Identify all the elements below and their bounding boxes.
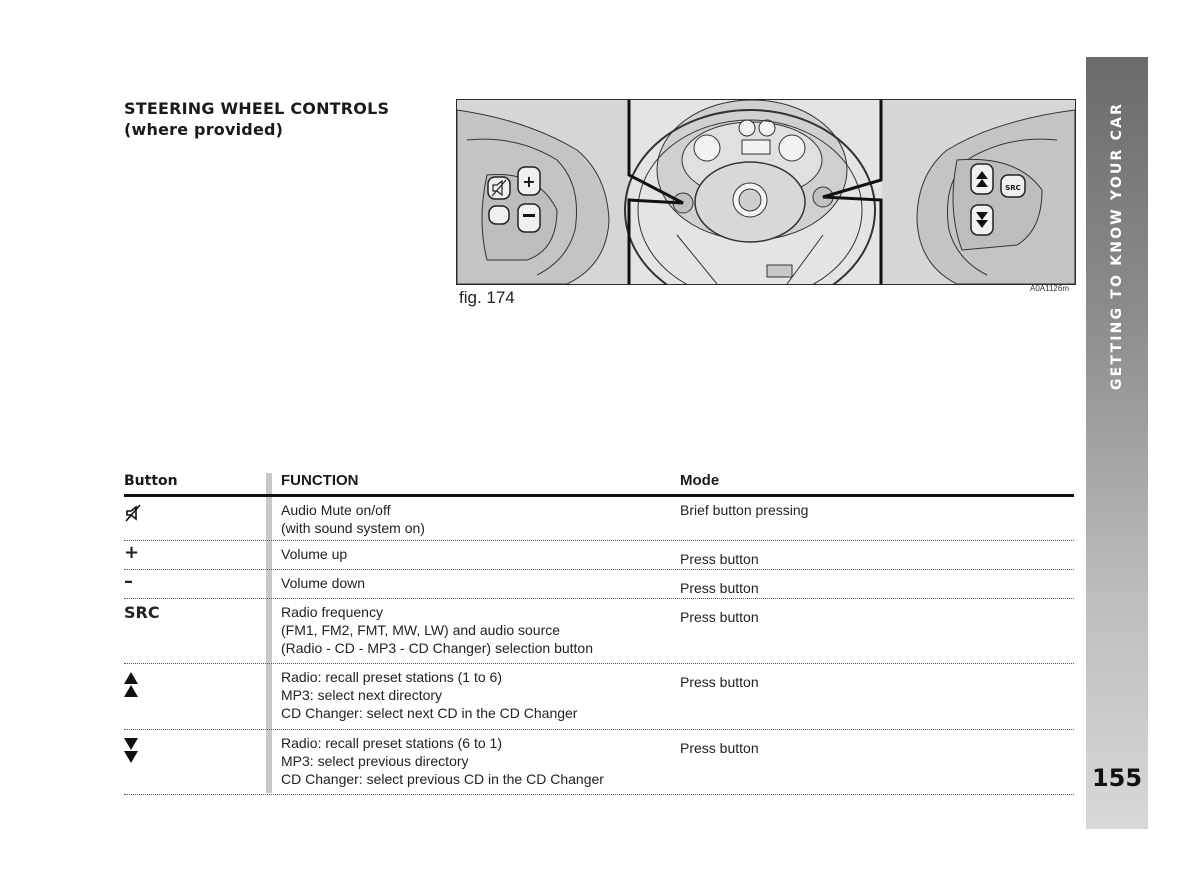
header-mode: Mode bbox=[680, 472, 720, 489]
chapter-label: GETTING TO KNOW YOUR CAR bbox=[1109, 101, 1125, 391]
mode-text: Press button bbox=[680, 609, 759, 625]
function-text: Radio frequency (FM1, FM2, FMT, MW, LW) and audio source (Radio - CD - MP3 - CD Changer) selection button bbox=[281, 604, 594, 656]
table-row bbox=[124, 497, 1074, 541]
function-text: Audio Mute on/off (with sound system on) bbox=[281, 502, 425, 536]
page-number: 155 bbox=[1091, 764, 1143, 792]
section-title: STEERING WHEEL CONTROLS bbox=[124, 99, 390, 118]
section-subtitle: (where provided) bbox=[124, 120, 284, 139]
mode-text: Press button bbox=[680, 580, 759, 596]
mode-text: Brief button pressing bbox=[680, 502, 809, 518]
section-title-block bbox=[124, 98, 389, 140]
table-row bbox=[124, 599, 1074, 664]
table-row bbox=[124, 664, 1074, 730]
figure-code: A0A1126m bbox=[1030, 284, 1069, 293]
function-text: Radio: recall preset stations (1 to 6) MP3: select next directory CD Changer: select next CD in the CD Changer bbox=[281, 669, 578, 721]
table-row bbox=[124, 570, 1074, 599]
function-text: Radio: recall preset stations (6 to 1) MP3: select previous directory CD Changer: select previous CD in the CD Changer bbox=[281, 735, 604, 787]
function-text: Volume up bbox=[281, 546, 348, 562]
plus-icon: + bbox=[124, 542, 140, 563]
mode-text: Press button bbox=[680, 674, 759, 690]
steering-wheel-figure bbox=[456, 99, 1076, 285]
header-function: FUNCTION bbox=[281, 472, 359, 489]
function-text: Volume down bbox=[281, 575, 366, 591]
double-up-arrow-icon bbox=[124, 672, 138, 698]
table-row bbox=[124, 730, 1074, 795]
figure-src-label: SRC bbox=[1005, 184, 1021, 192]
header-button: Button bbox=[124, 473, 178, 489]
minus-icon: – bbox=[124, 571, 133, 592]
svg-text:+: + bbox=[522, 172, 536, 191]
mode-text: Press button bbox=[680, 740, 759, 756]
mute-icon bbox=[124, 503, 144, 523]
table-row bbox=[124, 541, 1074, 570]
mode-text: Press button bbox=[680, 551, 759, 567]
controls-table bbox=[124, 472, 1074, 795]
steering-wheel-illustration bbox=[457, 100, 1075, 284]
table-header bbox=[124, 472, 1074, 497]
src-label: SRC bbox=[124, 603, 160, 622]
double-down-arrow-icon bbox=[124, 738, 138, 764]
figure-caption: fig. 174 bbox=[459, 288, 515, 307]
